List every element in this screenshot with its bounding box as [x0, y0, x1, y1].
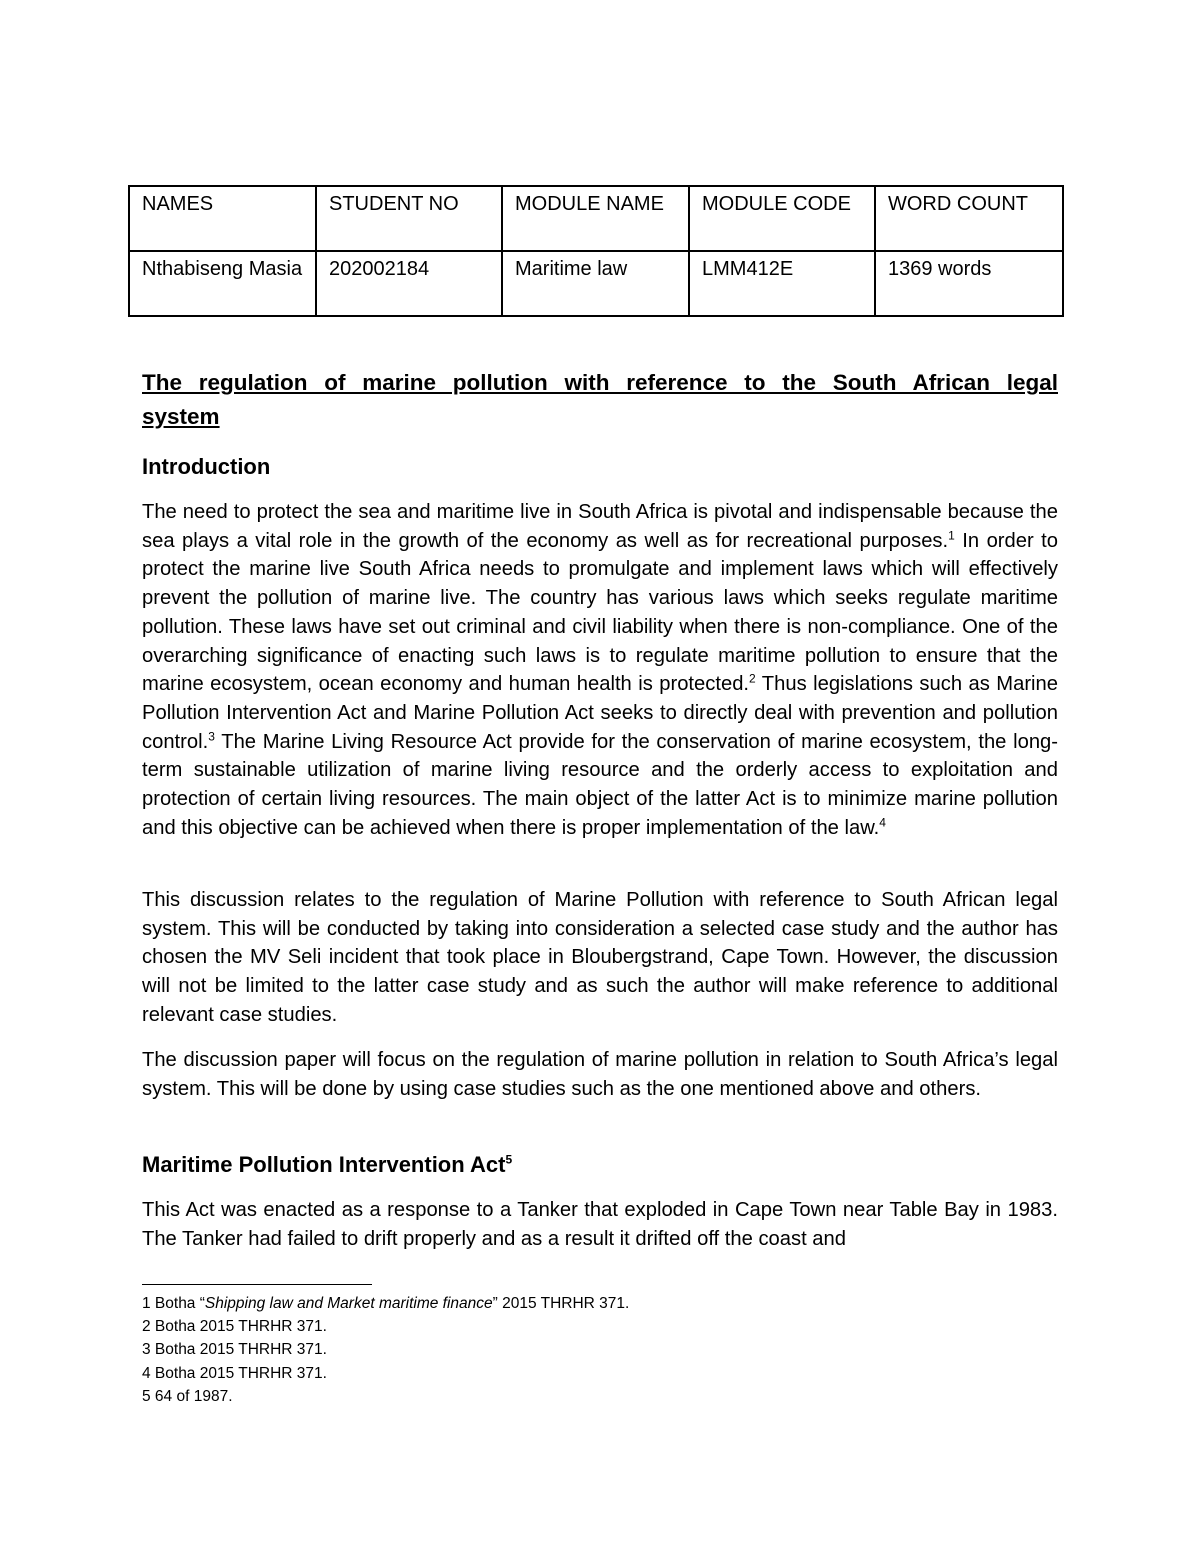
cell-module-code: LMM412E	[689, 251, 875, 316]
header-module-code: MODULE CODE	[689, 186, 875, 251]
footnote-1-title: Shipping law and Market maritime finance	[204, 1295, 493, 1312]
footnote-ref-1: 1	[948, 527, 955, 542]
para1-text-a: The need to protect the sea and maritime live in South Africa is pivotal and indispensable because the sea plays a vital role in the growth of the economy as well as for recreational purposes.	[142, 501, 1058, 552]
footnote-separator	[142, 1284, 372, 1285]
footnote-1-pre: 1 Botha “	[142, 1295, 205, 1312]
para1-text-b: In order to protect the marine live South Africa needs to promulgate and implement laws which will effectively prevent the pollution of marine live. The country has various laws which seeks regulate maritime pollution. These laws have set out criminal and civil liability when there is non-compliance. One of the overarching significance of enacting such laws is to regulate maritime pollution to ensure that the marine ecosystem, ocean economy and human health is protected.	[142, 529, 1058, 696]
cell-module-name: Maritime law	[502, 251, 689, 316]
header-module-name: MODULE NAME	[502, 186, 689, 251]
discussion-paragraph: This discussion relates to the regulation of Marine Pollution with reference to South African legal system. This will be conducted by taking into consideration a selected case study and the author has chosen the MV Seli incident that took place in Bloubergstrand, Cape Town. However, the discussion will not be limited to the latter case study and as such the author will make reference to additional relevant case studies.	[142, 889, 1058, 1026]
footnote-4: 4 Botha 2015 THRHR 371.	[142, 1364, 327, 1382]
table-row	[129, 251, 1063, 316]
document-title	[142, 366, 1058, 434]
para1-text-c: Thus legislations such as Marine Pollution Intervention Act and Marine Pollution Act seeks to directly deal with prevention and pollution control.	[142, 673, 1058, 753]
cell-name: Nthabiseng Masia	[129, 251, 316, 316]
student-info-table	[128, 185, 1064, 317]
footnote-1	[142, 1292, 1042, 1315]
footnote-ref-4: 4	[879, 815, 886, 829]
footnote-5: 5 64 of 1987.	[142, 1387, 233, 1405]
footnote-ref-5: 5	[505, 1152, 513, 1167]
footnote-2: 2 Botha 2015 THRHR 371.	[142, 1318, 327, 1336]
footnotes	[142, 1292, 1042, 1408]
footnote-ref-3: 3	[208, 728, 215, 743]
focus-paragraph: The discussion paper will focus on the regulation of marine pollution in relation to South Africa’s legal system. This will be done by using case studies such as the one mentioned above and others.	[142, 1049, 1058, 1100]
table-header-row	[129, 186, 1063, 251]
title-line-2: system	[142, 404, 220, 429]
header-word-count: WORD COUNT	[875, 186, 1063, 251]
footnote-ref-2: 2	[749, 671, 756, 686]
introduction-heading: Introduction	[142, 454, 271, 479]
header-names: NAMES	[129, 186, 316, 251]
cell-word-count: 1369 words	[875, 251, 1063, 316]
para1-text-d: The Marine Living Resource Act provide for the conservation of marine ecosystem, the long-term sustainable utilization of marine living resource and the orderly access to exploitation and protection of certain living resources. The main object of the latter Act is to minimize marine pollution and this objective can be achieved when there is proper implementation of the law.	[142, 730, 1058, 839]
mpia-heading-text: Maritime Pollution Intervention Act	[142, 1152, 506, 1177]
header-student-no: STUDENT NO	[316, 186, 502, 251]
footnote-3: 3 Botha 2015 THRHR 371.	[142, 1341, 327, 1359]
title-line-1: The regulation of marine pollution with reference to the South African legal	[142, 370, 1058, 395]
mpia-paragraph: This Act was enacted as a response to a Tanker that exploded in Cape Town near Table Bay in 1983. The Tanker had failed to drift properly and as a result it drifted off the coast and	[142, 1199, 1058, 1250]
introduction-paragraph	[142, 498, 1058, 842]
footnote-1-post: ” 2015 THRHR 371.	[492, 1295, 630, 1312]
mpia-heading	[142, 1150, 1058, 1180]
cell-student-no: 202002184	[316, 251, 502, 316]
